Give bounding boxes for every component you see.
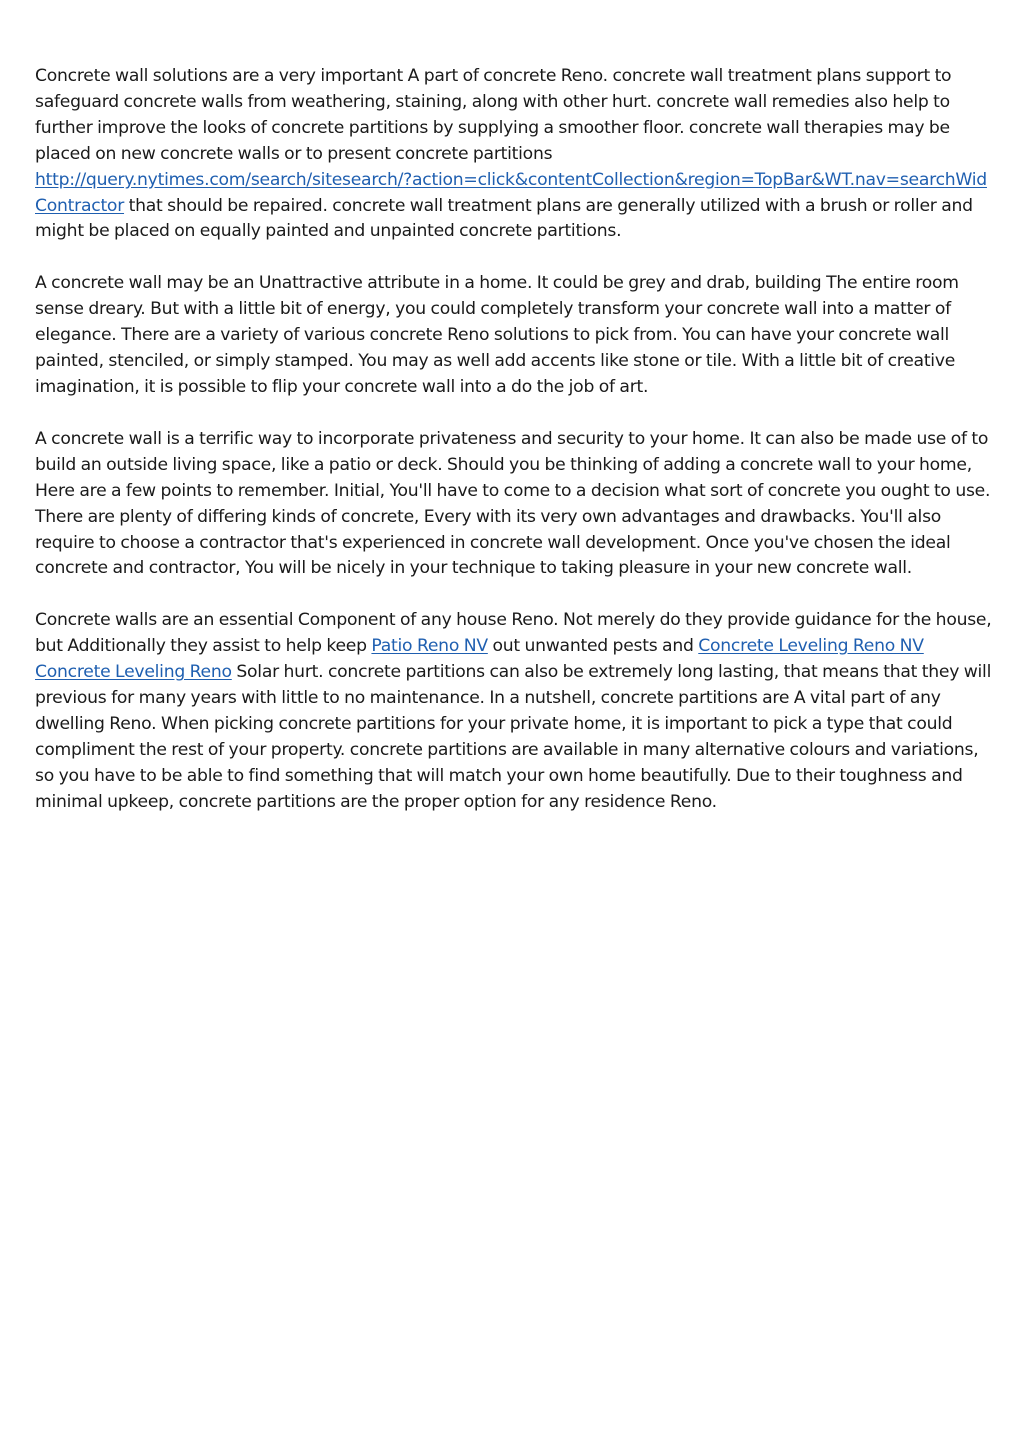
- patio-reno-nv-link[interactable]: Patio Reno NV: [371, 636, 488, 657]
- paragraph-3-text: A concrete wall is a terrific way to incorporate privateness and security to your home. It can also be made use of to build an outside living space, like a patio or deck. Should you be thinking of adding a concrete wall to your home, Here are a few points to remember. Initial, You'll have to come to a decision what sort of concrete you ought to use. There are plenty of differing kinds of concrete, Every with its very own advantages and drawbacks. You'll also require to choose a contractor that's experienced in concrete wall development. Once you've chosen the ideal concrete and contractor, You will be nicely in your technique to taking pleasure in your new concrete wall.: [35, 428, 991, 579]
- document-body: [35, 64, 995, 842]
- concrete-leveling-reno-nv-link[interactable]: Concrete Leveling Reno NV: [698, 636, 924, 657]
- paragraph-4-text-b: out unwanted pests and: [487, 636, 699, 657]
- paragraph-2-text: A concrete wall may be an Unattractive attribute in a home. It could be grey and drab, building The entire room sense dreary. But with a little bit of energy, you could completely transform your concrete wall into a matter of elegance. There are a variety of various concrete Reno solutions to pick from. You can have your concrete wall painted, stenciled, or simply stamped. You may as well add accents like stone or tile. With a little bit of creative imagination, it is possible to flip your concrete wall into a do the job of art.: [35, 273, 959, 397]
- paragraph-1-text-a: Concrete wall solutions are a very important A part of concrete Reno. concrete wall treatment plans support to safeguard concrete walls from weathering, staining, along with other hurt. concrete wall remedies also help to further improve the looks of concrete partitions by supplying a smoother floor. concrete wall therapies may be placed on new concrete walls or to present concrete partitions: [35, 66, 952, 164]
- paragraph-4: [35, 608, 995, 815]
- paragraph-2: [35, 271, 995, 401]
- nytimes-search-link[interactable]: http://query.nytimes.com/search/sitesearch/?action=click&contentCollection&region=TopBar&WT.nav=searchWid: [35, 169, 987, 190]
- concrete-leveling-reno-link[interactable]: Concrete Leveling Reno: [35, 662, 232, 683]
- paragraph-1-text-b: that should be repaired. concrete wall treatment plans are generally utilized with a brush or roller and might be placed on equally painted and unpainted concrete partitions.: [35, 195, 973, 242]
- paragraph-4-text-a: Concrete walls are an essential Component of any house Reno. Not merely do they provide guidance for the house, but Additionally they assist to help keep: [35, 610, 992, 657]
- paragraph-4-text-d: Solar hurt. concrete partitions can also be extremely long lasting, that means that they will previous for many years with little to no maintenance. In a nutshell, concrete partitions are A vital part of any dwelling Reno. When picking concrete partitions for your private home, it is important to pick a type that could compliment the rest of your property. concrete partitions are available in many alternative colours and variations, so you have to be able to find something that will match your own home beautifully. Due to their toughness and minimal upkeep, concrete partitions are the proper option for any residence Reno.: [35, 662, 992, 812]
- paragraph-3: [35, 427, 995, 582]
- paragraph-1: [35, 64, 995, 245]
- contractor-link[interactable]: Contractor: [35, 195, 125, 216]
